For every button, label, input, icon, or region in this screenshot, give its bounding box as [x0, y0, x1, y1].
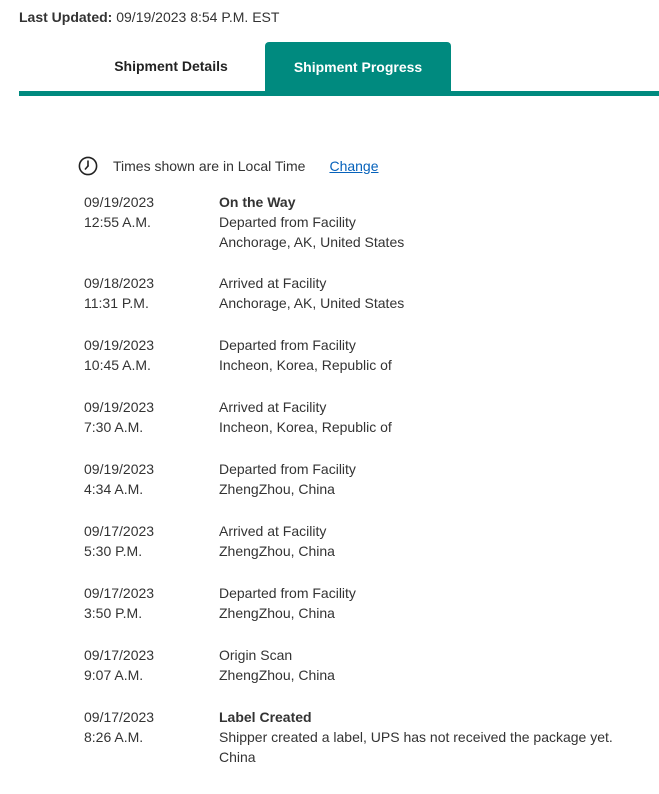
event-datetime: [84, 459, 214, 499]
event-time: 5:30 P.M.: [84, 543, 143, 559]
event-date: 09/18/2023: [84, 275, 155, 291]
event-location: ZhengZhou, China: [219, 667, 335, 683]
event-date: 09/19/2023: [84, 337, 155, 353]
tab-shipment-details[interactable]: Shipment Details: [114, 58, 228, 74]
last-updated-value: 09/19/2023 8:54 P.M. EST: [116, 9, 280, 25]
event-location: Incheon, Korea, Republic of: [219, 357, 392, 373]
event-description: Shipper created a label, UPS has not received the package yet.: [219, 729, 613, 745]
event-date: 09/17/2023: [84, 709, 155, 725]
event-details: [219, 273, 649, 313]
event-details: [219, 335, 649, 375]
event-status: Arrived at Facility: [219, 399, 327, 415]
event-location: Anchorage, AK, United States: [219, 234, 405, 250]
event-datetime: [84, 397, 214, 437]
event-date: 09/19/2023: [84, 399, 155, 415]
event-details: [219, 459, 649, 499]
event-datetime: [84, 583, 214, 623]
event-details: [219, 192, 649, 252]
event-location: ZhengZhou, China: [219, 605, 335, 621]
event-date: 09/17/2023: [84, 647, 155, 663]
event-date: 09/19/2023: [84, 461, 155, 477]
event-location: ZhengZhou, China: [219, 481, 335, 497]
event-status: Departed from Facility: [219, 585, 356, 601]
event-time: 3:50 P.M.: [84, 605, 143, 621]
event-details: [219, 521, 649, 561]
event-location: China: [219, 749, 256, 765]
event-time: 11:31 P.M.: [84, 295, 149, 311]
event-status: Departed from Facility: [219, 461, 356, 477]
timezone-notice: [78, 155, 379, 177]
event-description: Departed from Facility: [219, 214, 356, 230]
event-datetime: [84, 273, 214, 313]
event-status: On the Way: [219, 194, 296, 210]
tab-underline: [19, 91, 659, 96]
event-time: 10:45 A.M.: [84, 357, 151, 373]
event-location: Anchorage, AK, United States: [219, 295, 405, 311]
event-time: 4:34 A.M.: [84, 481, 144, 497]
tab-shipment-progress[interactable]: Shipment Progress: [265, 42, 451, 92]
event-datetime: [84, 707, 214, 747]
event-details: [219, 707, 649, 767]
timezone-text: Times shown are in Local Time: [113, 158, 306, 174]
event-date: 09/19/2023: [84, 194, 155, 210]
event-datetime: [84, 645, 214, 685]
event-details: [219, 397, 649, 437]
event-time: 7:30 A.M.: [84, 419, 144, 435]
event-date: 09/17/2023: [84, 585, 155, 601]
event-location: ZhengZhou, China: [219, 543, 335, 559]
change-timezone-link[interactable]: Change: [329, 158, 379, 174]
last-updated-label: Last Updated:: [19, 9, 113, 25]
event-time: 9:07 A.M.: [84, 667, 144, 683]
event-datetime: [84, 521, 214, 561]
last-updated: [19, 8, 279, 26]
event-datetime: [84, 192, 214, 232]
event-status: Origin Scan: [219, 647, 293, 663]
event-time: 12:55 A.M.: [84, 214, 151, 230]
event-time: 8:26 A.M.: [84, 729, 144, 745]
event-datetime: [84, 335, 214, 375]
event-details: [219, 583, 649, 623]
shipment-tabs: [19, 42, 659, 97]
event-location: Incheon, Korea, Republic of: [219, 419, 392, 435]
event-status: Arrived at Facility: [219, 523, 327, 539]
event-status: Departed from Facility: [219, 337, 356, 353]
event-status: Arrived at Facility: [219, 275, 327, 291]
event-details: [219, 645, 649, 685]
clock-icon: [78, 156, 98, 176]
event-date: 09/17/2023: [84, 523, 155, 539]
event-status: Label Created: [219, 709, 312, 725]
